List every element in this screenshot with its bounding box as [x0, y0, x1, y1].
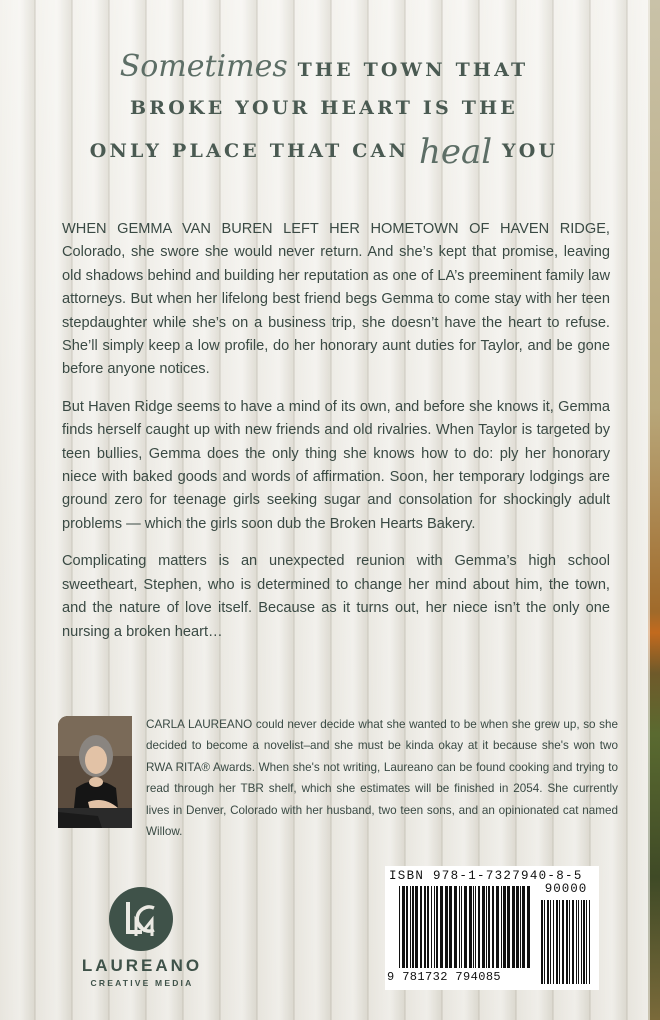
- barcode-bar: [522, 886, 525, 968]
- barcode-addon-bar: [544, 900, 545, 984]
- publisher-logo: [62, 882, 222, 992]
- barcode-bar: [454, 886, 457, 968]
- barcode-bar: [436, 886, 438, 968]
- tagline-line-1: [0, 48, 648, 89]
- barcode-addon-bar: [581, 900, 582, 984]
- barcode-bar: [459, 886, 460, 968]
- barcode-addon-bar: [547, 900, 549, 984]
- barcode-bar: [507, 886, 510, 968]
- barcode-addon-bar: [550, 900, 551, 984]
- barcode-bar: [469, 886, 472, 968]
- barcode-bar: [461, 886, 462, 968]
- barcode-bar: [488, 886, 490, 968]
- barcode-addon-bar: [589, 900, 590, 984]
- publisher-monogram-icon: [108, 886, 174, 952]
- barcode-addon-bar: [572, 900, 574, 984]
- tagline-line-3: [0, 127, 648, 170]
- barcode-bar: [449, 886, 452, 968]
- barcode-bar: [478, 886, 480, 968]
- barcode-bar: [427, 886, 429, 968]
- tagline-script-sometimes: Sometimes: [119, 49, 288, 84]
- tagline-line-3-end: YOU: [501, 140, 559, 162]
- barcode-bar: [475, 886, 476, 968]
- barcode-addon-bar: [556, 900, 558, 984]
- barcode-addon-digits: 90000: [544, 882, 588, 896]
- publisher-name: LAUREANO: [81, 956, 203, 975]
- barcode-bar: [440, 886, 443, 968]
- barcode-addon-bar: [586, 900, 587, 984]
- barcode-bar: [516, 886, 519, 968]
- barcode-bar: [482, 886, 485, 968]
- barcode-bar: [445, 886, 448, 968]
- barcode-addon-bar: [578, 900, 579, 984]
- cover-tagline: [0, 48, 648, 170]
- barcode-bar: [402, 886, 405, 968]
- barcode-bar: [410, 886, 411, 968]
- barcode-addon-bar: [576, 900, 577, 984]
- tagline-line-2: BROKE YOUR HEART IS THE: [130, 97, 518, 119]
- barcode-bar: [420, 886, 422, 968]
- barcode-bar: [406, 886, 408, 968]
- barcode-bar: [501, 886, 502, 968]
- barcode-bar: [434, 886, 435, 968]
- barcode-bar: [464, 886, 467, 968]
- description-paragraph: WHEN GEMMA VAN BUREN LEFT HER HOMETOWN OF HAVEN RIDGE, Colorado, she swore she would never return. And she’s kept that promise, leaving old shadows behind and building her reputation as one of LA’s preeminent family law attorneys. But when her lifelong best friend begs Gemma to come stay with her teen stepdaughter while she’s on a business trip, she doesn’t have the heart to refuse. She’ll simply keep a low profile, do her honorary aunt duties for Taylor, and be gone before anyone notices.: [62, 221, 610, 378]
- barcode-addon-bar: [559, 900, 560, 984]
- author-photo: [58, 716, 132, 828]
- ean-digits: 9 781732 794085: [387, 970, 502, 984]
- tagline-line-1-text: THE TOWN THAT: [297, 59, 529, 81]
- barcode-bar: [503, 886, 506, 968]
- barcode-bar: [424, 886, 426, 968]
- barcode-bar: [520, 886, 521, 968]
- tagline-script-heal: heal: [418, 132, 493, 172]
- barcode-bar: [486, 886, 487, 968]
- tagline-line-3-start: ONLY PLACE THAT CAN: [89, 140, 410, 162]
- barcode-addon-bar: [566, 900, 568, 984]
- author-section: [58, 716, 618, 839]
- barcode-addon-bar: [541, 900, 543, 984]
- barcode-bar: [473, 886, 474, 968]
- barcode-bar: [412, 886, 414, 968]
- barcode-bar: [512, 886, 515, 968]
- description-paragraph: Complicating matters is an unexpected reunion with Gemma’s high school sweetheart, Stephen, who is determined to change her mind about him, the town, and the nature of love itself. Because as it turns out, her niece isn’t the only one nursing a broken heart…: [62, 553, 610, 640]
- barcode-bar: [415, 886, 418, 968]
- barcode-addon-bar: [562, 900, 564, 984]
- barcode-addon-bar: [569, 900, 570, 984]
- barcode-bar: [492, 886, 494, 968]
- spine-landscape-strip: [648, 0, 660, 1020]
- barcode-bar: [496, 886, 499, 968]
- description-paragraph: But Haven Ridge seems to have a mind of its own, and before she knows it, Gemma finds herself caught up with new friends and old rivalries. When Taylor is targeted by teen bullies, Gemma does the only thing she knows how to do: ply her honorary niece with baked goods and words of affirmation. Soon, her temporary lodgings are ground zero for teenage girls seeking sugar and consolation for shockingly adult problems — which the girls soon dub the Broken Hearts Bakery.: [62, 398, 610, 532]
- barcode-bar: [399, 886, 400, 968]
- isbn-barcode: [385, 866, 599, 990]
- isbn-label: ISBN 978-1-7327940-8-5: [389, 869, 583, 883]
- barcode-addon-bar: [553, 900, 554, 984]
- barcode-bar: [527, 886, 530, 968]
- barcode-addon-bar: [583, 900, 585, 984]
- publisher-subtitle: CREATIVE MEDIA: [90, 978, 194, 988]
- book-description: [62, 218, 610, 658]
- author-bio: CARLA LAUREANO could never decide what she wanted to be when she grew up, so she decided to become a novelist–and she must be kinda okay at it because she's won two RWA RITA® Awards. When she's not writing, Laureano can be found cooking and trying to read through her TBR shelf, which she estimates will be finished in 2054. She currently lives in Denver, Colorado with her husband, two teen sons, and an opinionated cat named Willow.: [146, 718, 618, 839]
- barcode-bar: [431, 886, 432, 968]
